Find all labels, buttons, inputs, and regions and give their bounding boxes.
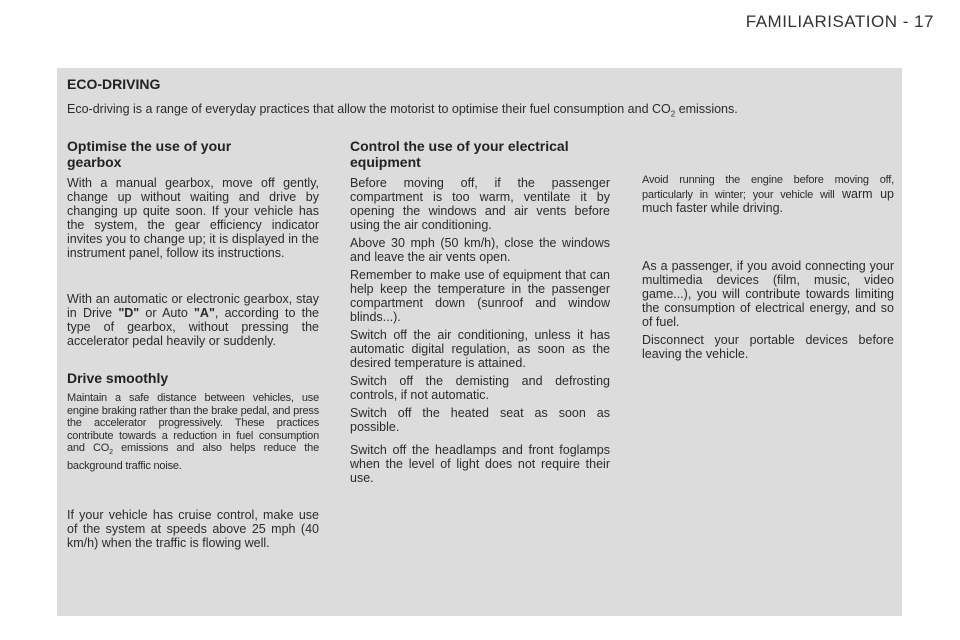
engine-warmup-rest: warm up much faster while driving. bbox=[642, 186, 894, 215]
electrical-p3: Remember to make use of equipment that can help keep the temperature in the passenger compartment down (sunroof and window blinds...). bbox=[350, 268, 610, 324]
page-header: FAMILIARISATION - 17 bbox=[745, 12, 934, 31]
gearbox-manual-paragraph: With a manual gearbox, move off gently, change up without waiting and drive by changing up quite soon. If your vehicle has the system, the gear efficiency indicator invites you to change up; it is displayed in the instrument panel, follow its instructions. bbox=[67, 176, 319, 260]
eco-driving-title: ECO-DRIVING bbox=[67, 76, 161, 92]
gearbox-column bbox=[67, 138, 319, 550]
multimedia-column bbox=[642, 172, 894, 361]
drive-text-a: Maintain a safe distance between vehicles, use engine braking rather than the brake pedal, and press the accelerator progressively. These practices contribute towards a reduction in fuel consumption and CO bbox=[67, 392, 319, 454]
passenger-multimedia-paragraph: As a passenger, if you avoid connecting your multimedia devices (film, music, video game...), you will contribute towards limiting the consumption of electrical energy, and so of fuel. bbox=[642, 259, 894, 329]
electrical-p6: Switch off the heated seat as soon as possible. bbox=[350, 406, 610, 434]
drive-mode-a: "A" bbox=[194, 306, 215, 320]
electrical-p5: Switch off the demisting and defrosting controls, if not automatic. bbox=[350, 374, 610, 402]
electrical-heading: Control the use of your electrical equipment bbox=[350, 138, 569, 170]
gearbox-heading: Optimise the use of your gearbox bbox=[67, 138, 232, 170]
electrical-p2: Above 30 mph (50 km/h), close the windows and leave the air vents open. bbox=[350, 236, 610, 264]
drive-smoothly-paragraph bbox=[67, 392, 319, 472]
gearbox-auto-text-c: , according to the type of gearbox, without pressing the accelerator pedal heavily or suddenly. bbox=[67, 306, 319, 348]
cruise-control-paragraph: If your vehicle has cruise control, make use of the system at speeds above 25 mph (40 km/h) when the traffic is flowing well. bbox=[67, 508, 319, 551]
intro-text: Eco-driving is a range of everyday practices that allow the motorist to optimise their fuel consumption and CO bbox=[67, 102, 671, 116]
drive-smoothly-heading: Drive smoothly bbox=[67, 370, 169, 386]
gearbox-auto-text-a: With an automatic or electronic gearbox, stay in Drive bbox=[67, 292, 319, 320]
eco-driving-intro bbox=[67, 102, 897, 119]
electrical-p7: Switch off the headlamps and front foglamps when the level of light does not require their use. bbox=[350, 443, 610, 485]
engine-warmup-small: Avoid running the engine before moving off, particularly in winter; your vehicle will bbox=[642, 174, 894, 201]
drive-subscript: 2 bbox=[109, 449, 113, 457]
gearbox-auto-text-b: or Auto bbox=[139, 306, 194, 320]
electrical-p4: Switch off the air conditioning, unless it has automatic digital regulation, as soon as the desired temperature is attained. bbox=[350, 328, 610, 370]
engine-warmup-paragraph bbox=[642, 172, 894, 215]
gearbox-auto-paragraph bbox=[67, 292, 319, 348]
disconnect-devices-paragraph: Disconnect your portable devices before leaving the vehicle. bbox=[642, 333, 894, 361]
drive-mode-d: "D" bbox=[118, 306, 140, 320]
drive-text-b: emissions and also helps reduce the background traffic noise. bbox=[67, 442, 319, 472]
intro-text-end: emissions. bbox=[675, 102, 738, 116]
electrical-p1: Before moving off, if the passenger compartment is too warm, ventilate it by opening the windows and air vents before using the air conditioning. bbox=[350, 176, 610, 232]
electrical-column bbox=[350, 138, 610, 485]
eco-driving-panel bbox=[57, 68, 902, 616]
intro-subscript: 2 bbox=[670, 109, 676, 119]
